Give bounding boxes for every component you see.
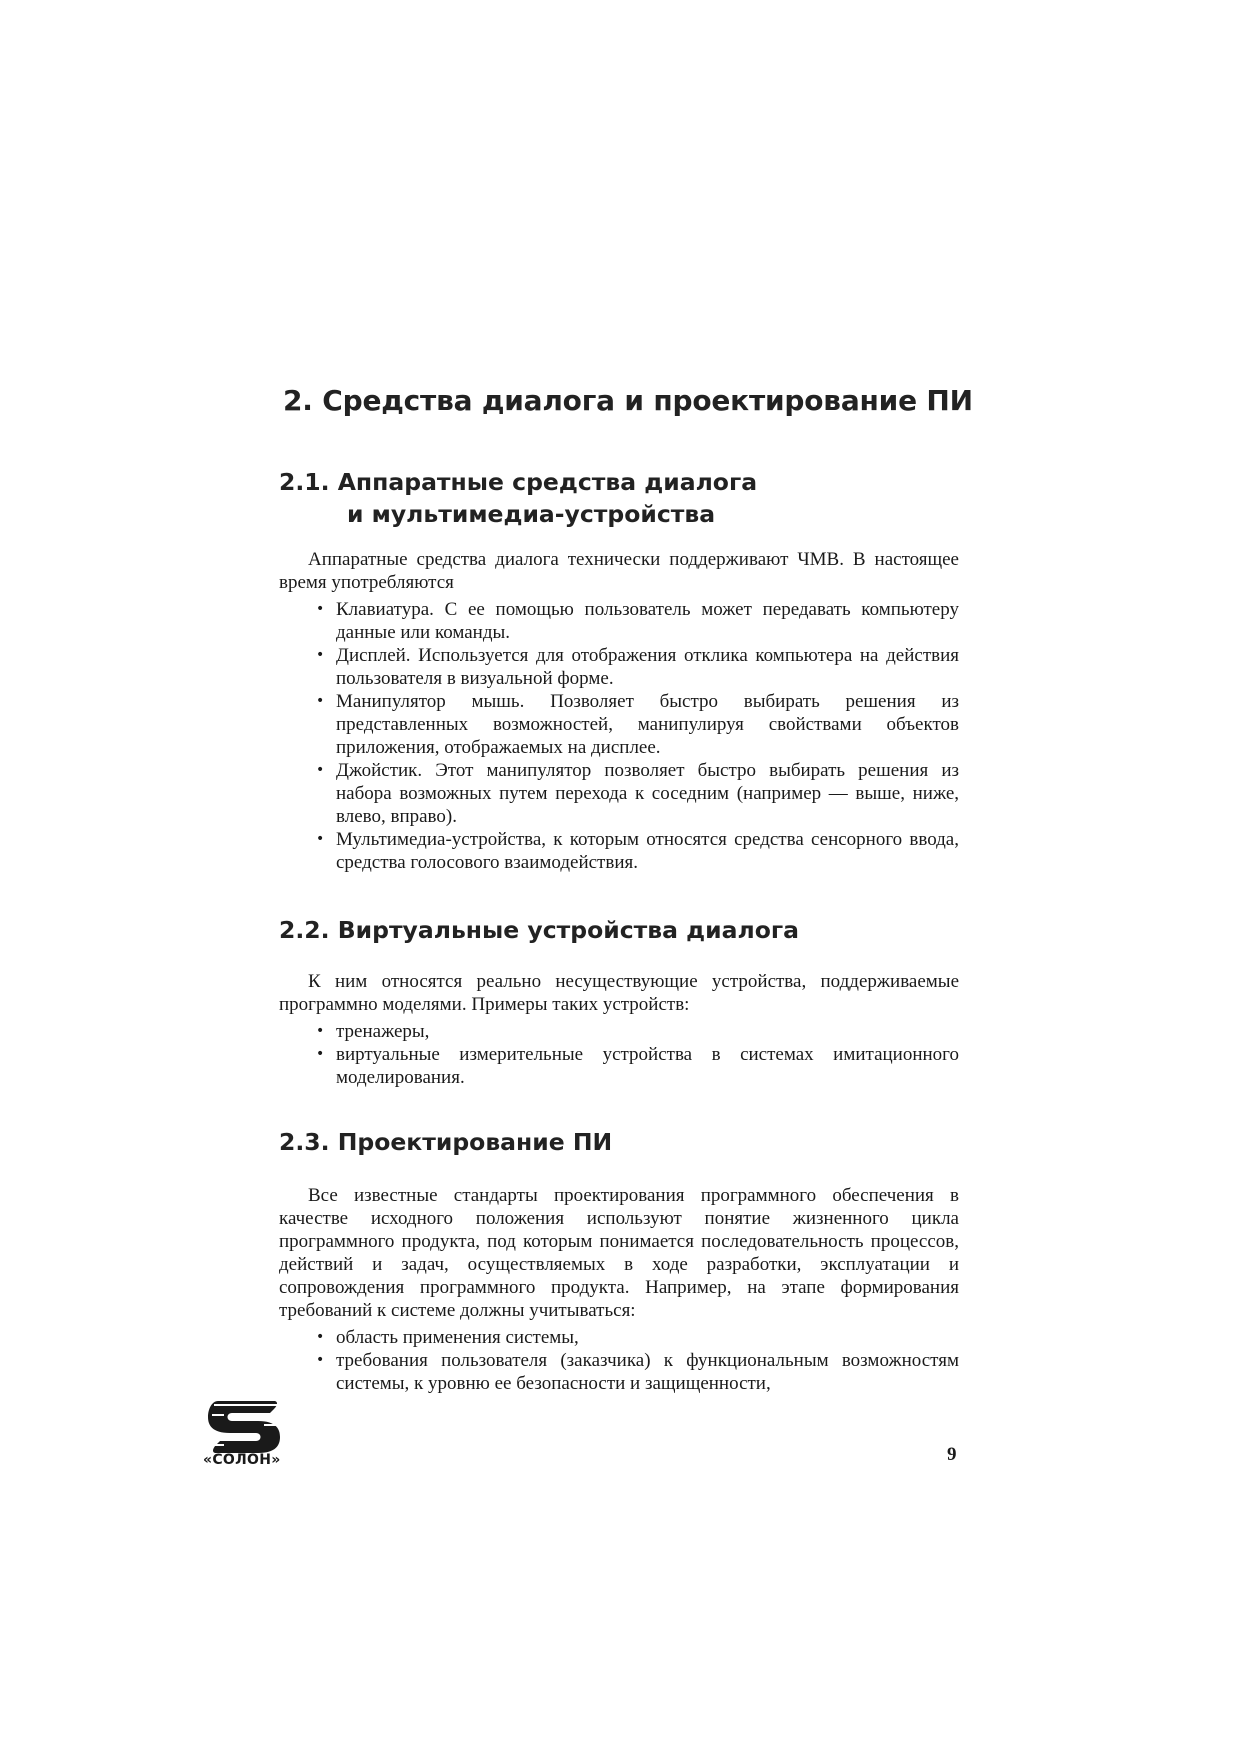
list-item: • виртуальные измерительные устройства в системах имитационного моделирования. [316,1044,959,1088]
bullet-list [279,598,959,874]
section-2-2-body [279,970,959,1089]
bullet-list [279,1326,959,1395]
bullet-icon: • [316,1046,325,1062]
publisher-logo-icon [204,1395,284,1483]
section-2-3-body [279,1184,959,1395]
list-item: • область применения системы, [316,1327,579,1348]
bullet-icon: • [316,762,325,778]
section-2-1-body [279,548,959,874]
bullet-icon: • [316,647,325,663]
section-title-line-2: и мультимедиа-устройства [347,500,716,528]
list-item: • требования пользователя (заказчика) к функциональным возможностям системы, к уровню ее безопасности и защищенности, [316,1350,959,1394]
list-item: • Дисплей. Используется для отображения отклика компьютера на действия пользователя в визуальной форме. [316,645,959,689]
paragraph: Аппаратные средства диалога технически поддерживают ЧМВ. В настоящее время употребляются [279,549,959,593]
list-item: • тренажеры, [316,1021,430,1042]
paragraph: К ним относятся реально несуществующие устройства, поддерживаемые программно моделями. Примеры таких устройств: [279,971,959,1015]
bullet-icon: • [316,601,325,617]
bullet-icon: • [316,831,325,847]
list-item: • Мультимедиа-устройства, к которым относятся средства сенсорного ввода, средства голосового взаимодействия. [316,829,959,873]
paragraph: Все известные стандарты проектирования программного обеспечения в качестве исходного положения используют понятие жизненного цикла программного продукта, под которым понимается последовательность процессов, действий и задач, осуществляемых в ходе разработки, эксплуатации и сопровождения программного продукта. Например, на этапе формирования требований к системе должны учитываться: [279,1185,959,1321]
section-title-2-1 [279,466,757,530]
section-title-2-2: 2.2. Виртуальные устройства диалога [279,916,799,944]
section-title-line-1: 2.1. Аппаратные средства диалога [279,468,758,496]
list-item: • Манипулятор мышь. Позволяет быстро выбирать решения из представленных возможностей, манипулируя свойствами объектов приложения, отображаемых на дисплее. [316,691,959,758]
bullet-list [279,1020,959,1089]
list-item: • Клавиатура. С ее помощью пользователь может передавать компьютеру данные или команды. [316,599,959,643]
bullet-icon: • [316,1352,325,1368]
bullet-icon: • [316,693,325,709]
page-number: 9 [947,1444,957,1465]
bullet-icon: • [316,1023,325,1039]
section-title-2-3: 2.3. Проектирование ПИ [279,1128,613,1156]
list-item: • Джойстик. Этот манипулятор позволяет быстро выбирать решения из набора возможных путем перехода к соседним (например — выше, ниже, влево, вправо). [316,760,959,827]
publisher-name: «СОЛОН» [203,1452,281,1468]
chapter-title: 2. Средства диалога и проектирование ПИ [283,384,973,417]
bullet-icon: • [316,1329,325,1345]
